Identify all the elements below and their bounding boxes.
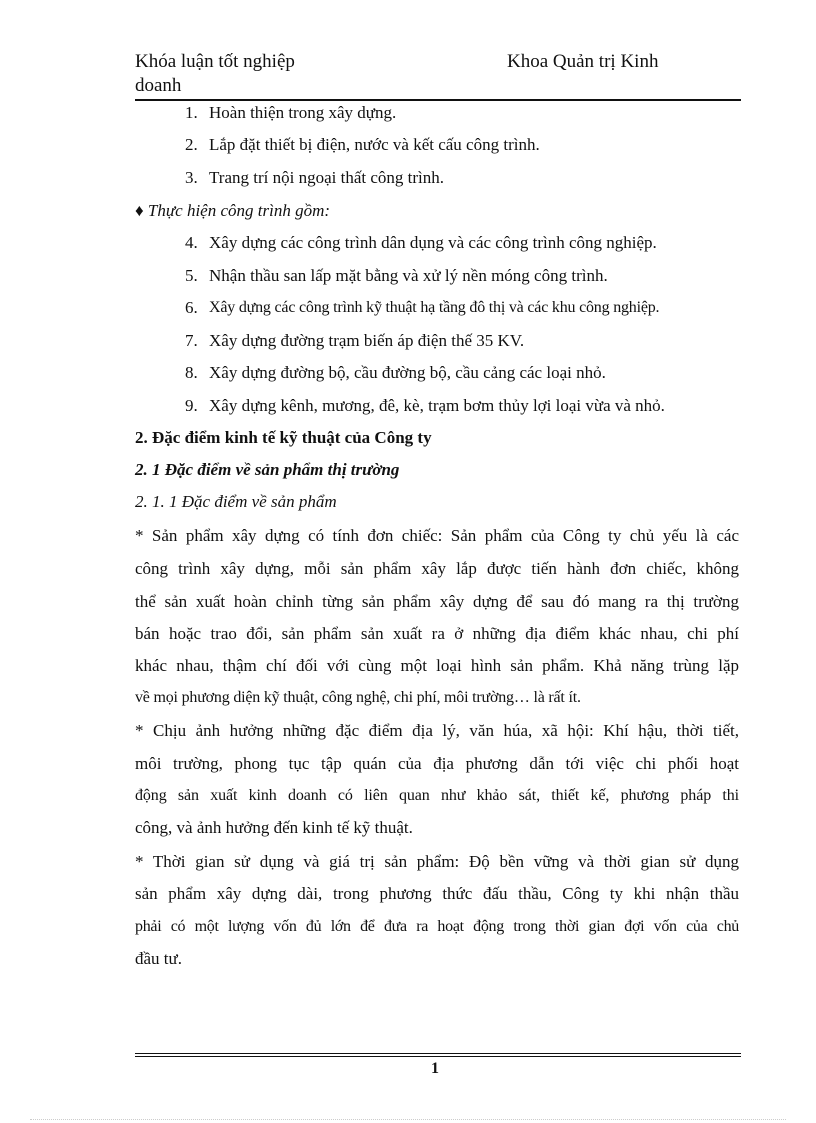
list-item: Nhận thầu san lấp mặt bằng và xử lý nền móng công trình.	[209, 266, 608, 285]
list-item: Xây dựng kênh, mương, đê, kè, trạm bơm thủy lợi loại vừa và nhỏ.	[209, 396, 665, 415]
list-number: 3.	[185, 168, 198, 187]
list-number: 7.	[185, 331, 198, 350]
footer-divider	[135, 1053, 741, 1054]
paragraph-line: về mọi phương diện kỹ thuật, công nghệ, chi phí, môi trường… là rất ít.	[135, 689, 581, 706]
paragraph-line: đầu tư.	[135, 949, 182, 968]
list-number: 5.	[185, 266, 198, 285]
header-right: Khoa Quản trị Kinh	[507, 51, 659, 72]
page-number: 1	[431, 1060, 439, 1077]
header-divider	[135, 99, 741, 101]
paragraph-line: động sản xuất kinh doanh có liên quan như khảo sát, thiết kế, phương pháp thi	[135, 787, 739, 804]
footer-divider	[135, 1056, 741, 1057]
sub-heading: ♦ Thực hiện công trình gồm:	[135, 201, 331, 220]
paragraph-line: công, và ảnh hưởng đến kinh tế kỹ thuật.	[135, 818, 413, 837]
list-item: Xây dựng đường bộ, cầu đường bộ, cầu cảng các loại nhỏ.	[209, 363, 606, 382]
list-item: Xây dựng các công trình dân dụng và các công trình công nghiệp.	[209, 233, 657, 252]
heading-2-1: 2. 1 Đặc điểm về sản phẩm thị trường	[135, 460, 400, 479]
list-item: Lắp đặt thiết bị điện, nước và kết cấu công trình.	[209, 135, 540, 154]
list-number: 9.	[185, 396, 198, 415]
list-number: 2.	[185, 135, 198, 154]
paragraph-line: * Sản phẩm xây dựng có tính đơn chiếc: Sản phẩm của Công ty chủ yếu là các	[135, 526, 739, 545]
header-left-line1: Khóa luận tốt nghiệp	[135, 51, 295, 72]
list-item: Xây dựng đường trạm biến áp điện thế 35 KV.	[209, 331, 525, 350]
list-item: Xây dựng các công trình kỹ thuật hạ tầng đô thị và các khu công nghiệp.	[209, 299, 660, 316]
paragraph-line: phải có một lượng vốn đủ lớn để đưa ra hoạt động trong thời gian đợi vốn của chủ	[135, 918, 739, 935]
paragraph-line: * Thời gian sử dụng và giá trị sản phẩm: Độ bền vững và thời gian sử dụng	[135, 852, 739, 871]
heading-2-1-1: 2. 1. 1 Đặc điểm về sản phẩm	[135, 492, 337, 511]
list-item: Trang trí nội ngoại thất công trình.	[209, 168, 444, 187]
page-edge	[30, 1119, 786, 1120]
list-number: 4.	[185, 233, 198, 252]
paragraph-line: công trình xây dựng, mỗi sản phẩm xây lắp được tiến hành đơn chiếc, không	[135, 559, 739, 578]
list-item: Hoàn thiện trong xây dựng.	[209, 103, 397, 122]
header-left-line2: doanh	[135, 75, 182, 96]
paragraph-line: khác nhau, thậm chí đối với cùng một loại hình sản phẩm. Khả năng trùng lặp	[135, 656, 739, 675]
list-number: 1.	[185, 103, 198, 122]
paragraph-line: sản phẩm xây dựng dài, trong phương thức đấu thầu, Công ty khi nhận thầu	[135, 884, 739, 903]
paragraph-line: * Chịu ảnh hưởng những đặc điểm địa lý, văn húa, xã hội: Khí hậu, thời tiết,	[135, 721, 739, 740]
paragraph-line: thể sản xuất hoàn chỉnh từng sản phẩm xây dựng để sau đó mang ra thị trường	[135, 592, 739, 611]
list-number: 8.	[185, 363, 198, 382]
heading-2: 2. Đặc điểm kinh tế kỹ thuật của Công ty	[135, 428, 432, 447]
list-number: 6.	[185, 298, 198, 317]
paragraph-line: môi trường, phong tục tập quán của địa phương dẫn tới việc chi phối hoạt	[135, 754, 739, 773]
paragraph-line: bán hoặc trao đổi, sản phẩm sản xuất ra ở những địa điểm khác nhau, chi phí	[135, 624, 739, 643]
header-left	[135, 50, 435, 98]
